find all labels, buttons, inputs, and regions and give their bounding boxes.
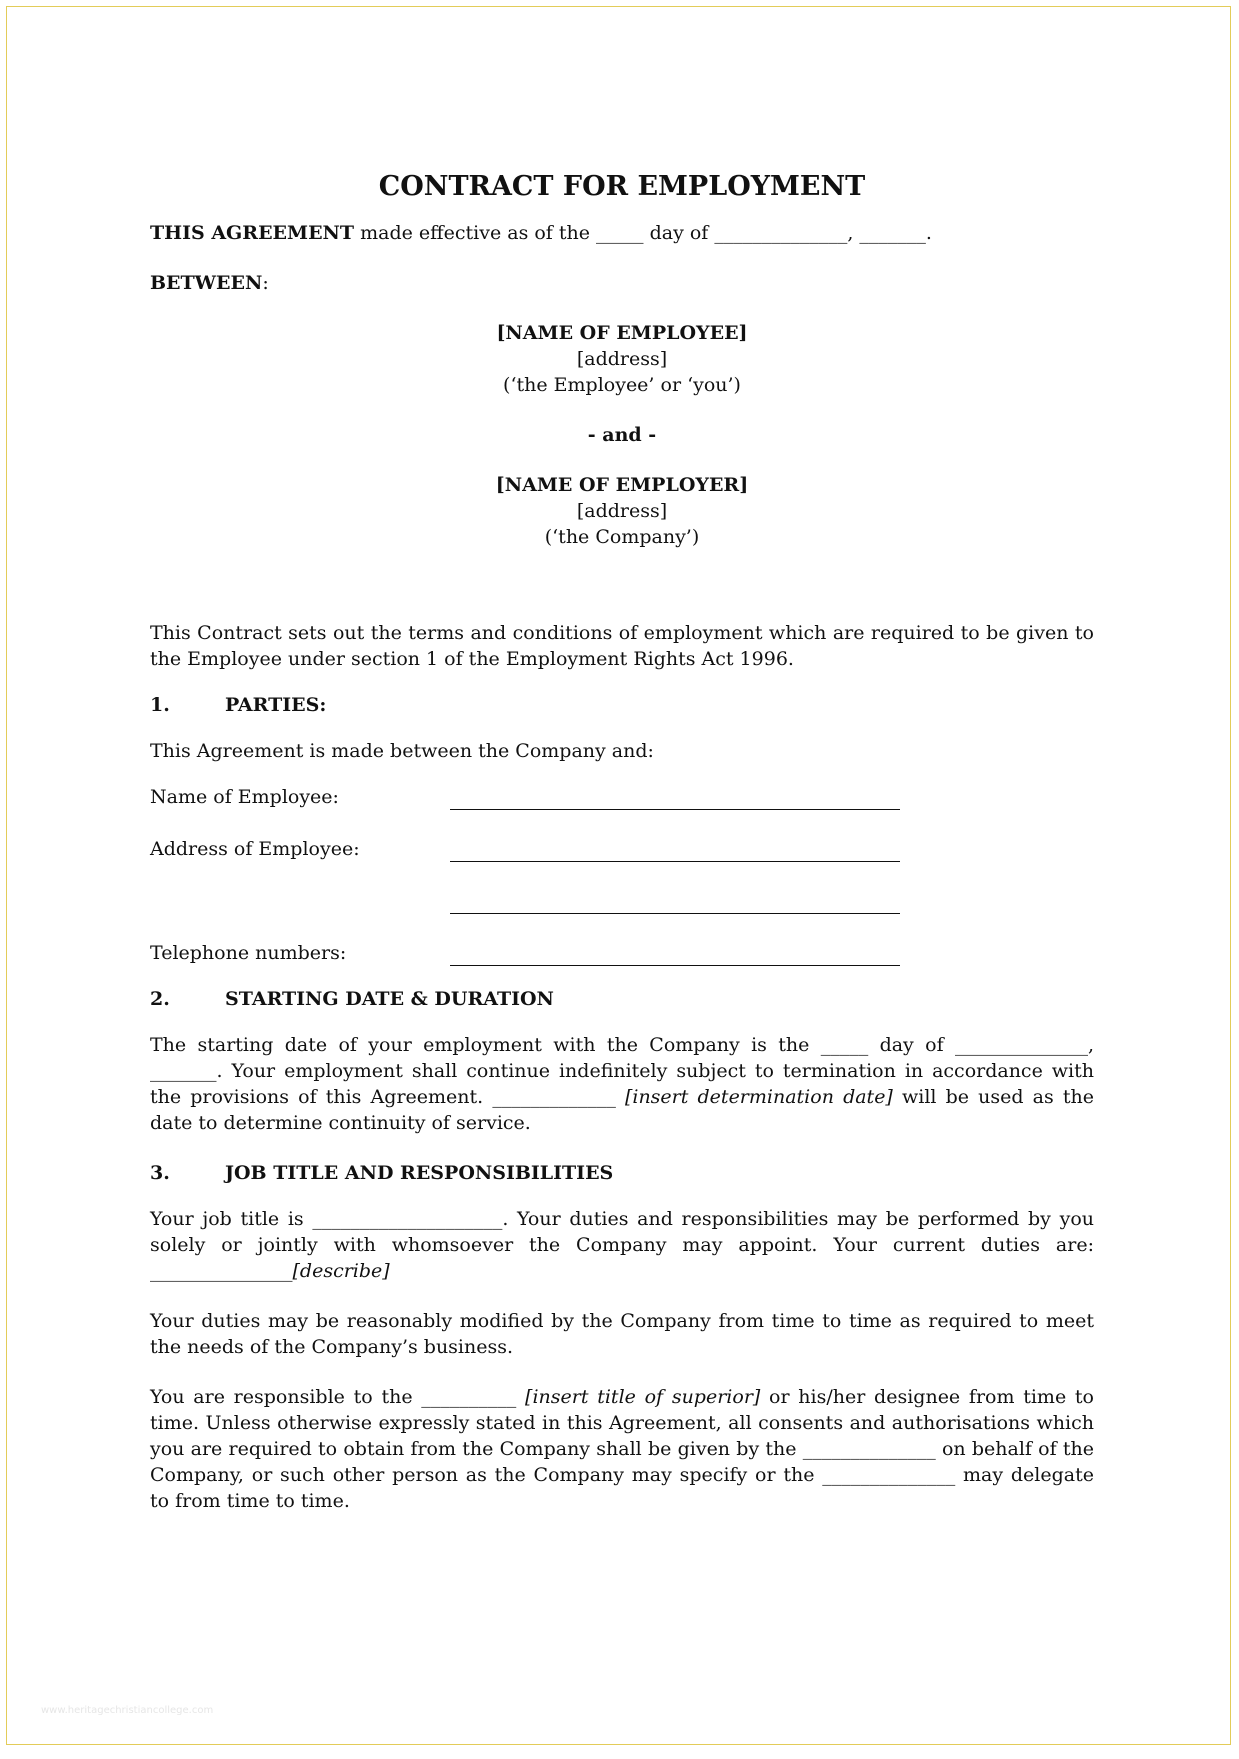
field-telephone-numbers[interactable] (150, 940, 1094, 966)
watermark-text: www.heritagechristiancollege.com (41, 1705, 214, 1716)
responsible-paragraph: You are responsible to the __________ [insert title of superior] or his/her designee from time to time. Unless otherwise expressly stated in this Agreement, all consents and authorisations which you are required to obtain from the Company shall be given by the ______________ on behalf of the Company, or such other person as the Company may specify or the ______________ may delegate to from time to time. (150, 1386, 1094, 1512)
document-page (6, 6, 1231, 1745)
field-label: Name of Employee: (150, 786, 339, 808)
duties-modified-paragraph: Your duties may be reasonably modified by the Company from time to time as required to meet the needs of the Company’s business. (150, 1310, 1094, 1358)
parties-intro: This Agreement is made between the Company and: (150, 740, 654, 762)
employer-name: [NAME OF EMPLOYER] (495, 474, 749, 496)
section-heading-parties: 1. PARTIES: (150, 694, 327, 716)
blank-line[interactable] (450, 895, 900, 914)
section-heading-job-title: 3. JOB TITLE AND RESPONSIBILITIES (150, 1162, 614, 1184)
job-title-paragraph: Your job title is ____________________. Your duties and responsibilities may be performed by you solely or jointly with whomsoever the Company may appoint. Your current duties are: _______________[describe] (150, 1208, 1094, 1282)
employer-designation: (‘the Company’) (544, 526, 700, 548)
field-address-line-2[interactable] (150, 888, 1094, 914)
blank-line[interactable] (450, 843, 900, 862)
employer-party (150, 472, 1094, 550)
starting-date-paragraph: The starting date of your employment with the Company is the _____ day of ______________, _______. Your employment shall continue indefinitely subject to termination in accordance with the provisions of this Agreement. _____________ [insert determination date] will be used as the date to determine continuity of service. (150, 1034, 1095, 1134)
and-separator: - and - (587, 424, 657, 446)
employee-party (150, 320, 1094, 398)
section-heading-starting-date: 2. STARTING DATE & DURATION (150, 988, 554, 1010)
between-label: BETWEEN: (150, 272, 269, 294)
agreement-line (150, 220, 1094, 246)
agreement-lead: THIS AGREEMENT (150, 222, 355, 244)
field-label: Telephone numbers: (150, 942, 347, 964)
field-address-of-employee[interactable] (150, 836, 1094, 862)
employer-address: [address] (576, 500, 668, 522)
document-title: CONTRACT FOR EMPLOYMENT (378, 171, 866, 202)
field-label: Address of Employee: (150, 838, 360, 860)
blank-line[interactable] (450, 947, 900, 966)
intro-paragraph: This Contract sets out the terms and conditions of employment which are required to be given to the Employee under section 1 of the Employment Rights Act 1996. (150, 622, 1094, 670)
agreement-rest: made effective as of the _____ day of ______________, _______. (354, 222, 932, 244)
employee-name: [NAME OF EMPLOYEE] (496, 322, 748, 344)
field-name-of-employee[interactable] (150, 784, 1094, 810)
document-body (150, 170, 1094, 1514)
employee-designation: (‘the Employee’ or ‘you’) (503, 374, 741, 396)
employee-address: [address] (576, 348, 668, 370)
blank-line[interactable] (450, 791, 900, 810)
